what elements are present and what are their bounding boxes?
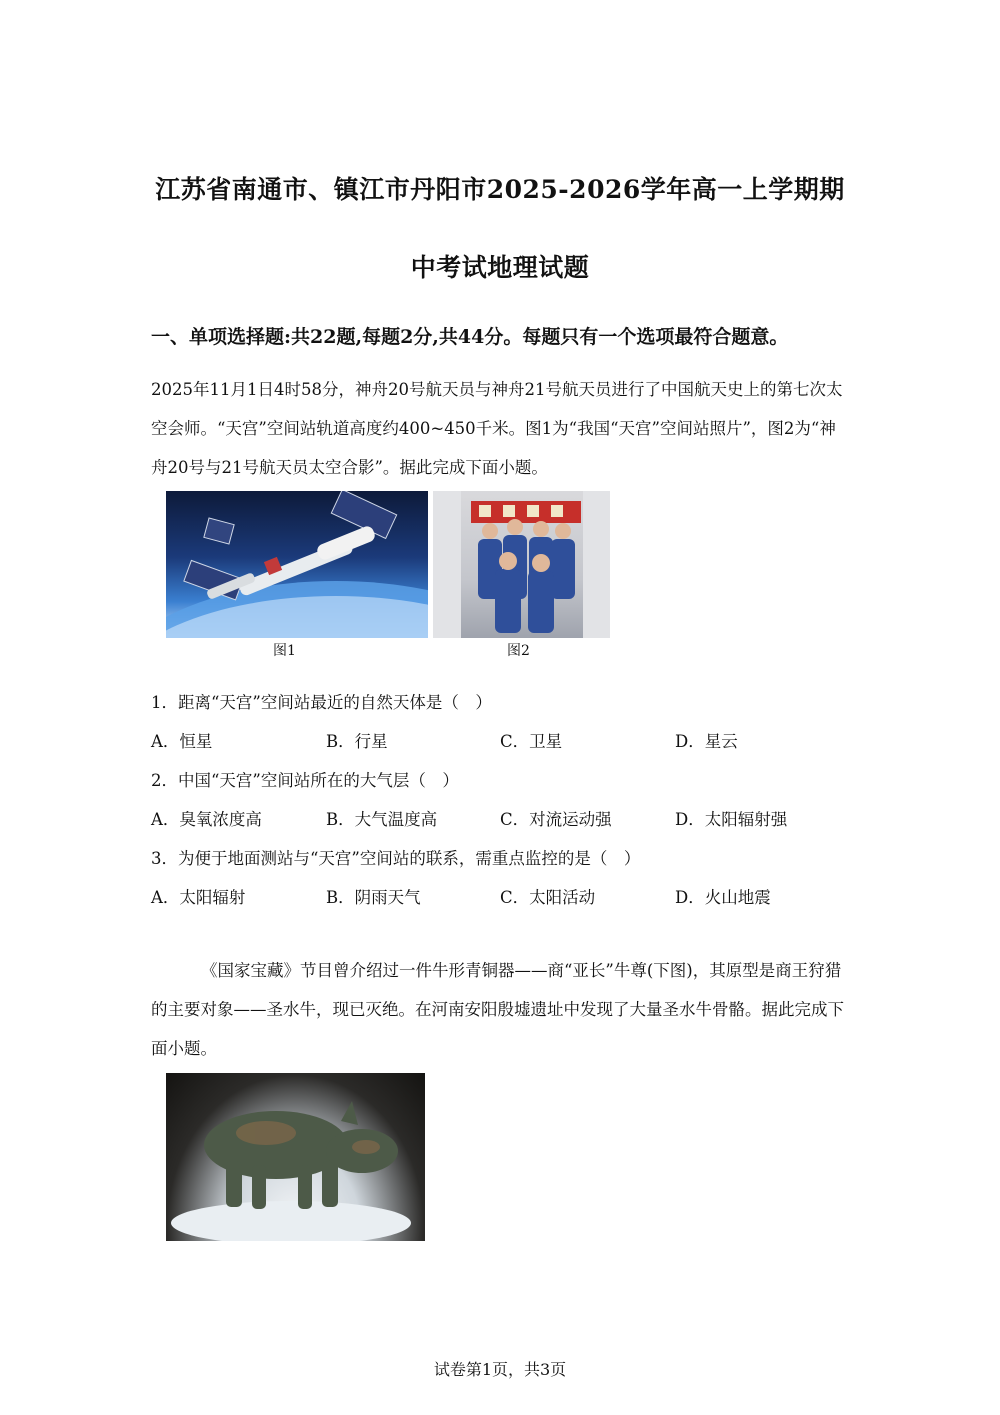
question-1-option-d: D．星云 [675,732,738,751]
bronze-ox-zun-image [166,1073,425,1241]
page-footer: 试卷第1页，共3页 [433,1360,567,1379]
title-line-1: 江苏省南通市、镇江市丹阳市2025-2026学年高一上学期期 [155,175,845,204]
question-3-option-b: B．阴雨天气 [326,888,421,907]
figure-1-caption: 图1 [273,643,296,659]
passage-2: 《国家宝藏》节目曾介绍过一件牛形青铜器——商“亚长”牛尊(下图)，其原型是商王狩猎的主要对象——圣水牛，现已灭绝。在河南安阳殷墟遗址中发现了大量圣水牛骨骼。据此完成下面小题。 [151,961,844,1058]
astronauts-group-photo [433,491,610,638]
question-2-option-a: A．臭氧浓度高 [151,810,262,829]
question-2-option-b: B．大气温度高 [326,810,438,829]
question-3-stem: 3．为便于地面测站与“天宫”空间站的联系，需重点监控的是（ ） [151,849,641,868]
question-1-option-b: B．行星 [326,732,388,751]
question-3-option-c: C．太阳活动 [500,888,596,907]
section-heading: 一、单项选择题:共22题,每题2分,共44分。每题只有一个选项最符合题意。 [151,326,789,348]
question-1-stem: 1．距离“天宫”空间站最近的自然天体是（ ） [151,693,492,712]
title-line-2: 中考试地理试题 [410,253,590,282]
figure-2-caption: 图2 [507,643,530,659]
passage-1: 2025年11月1日4时58分，神舟20号航天员与神舟21号航天员进行了中国航天史上的第七次太空会师。“天宫”空间站轨道高度约400~450千米。图1为“我国“天宫”空间站照片”，图2为“神舟20号与21号航天员太空合影”。据此完成下面小题。 [151,380,843,477]
question-2-stem: 2．中国“天宫”空间站所在的大气层（ ） [151,771,459,790]
question-2-option-d: D．太阳辐射强 [675,810,788,829]
space-station-image [166,491,428,638]
question-1-option-c: C．卫星 [500,732,563,751]
question-3-option-a: A．太阳辐射 [151,888,246,907]
question-1-option-a: A．恒星 [151,732,213,751]
question-2-option-c: C．对流运动强 [500,810,612,829]
question-3-option-d: D．火山地震 [675,888,771,907]
